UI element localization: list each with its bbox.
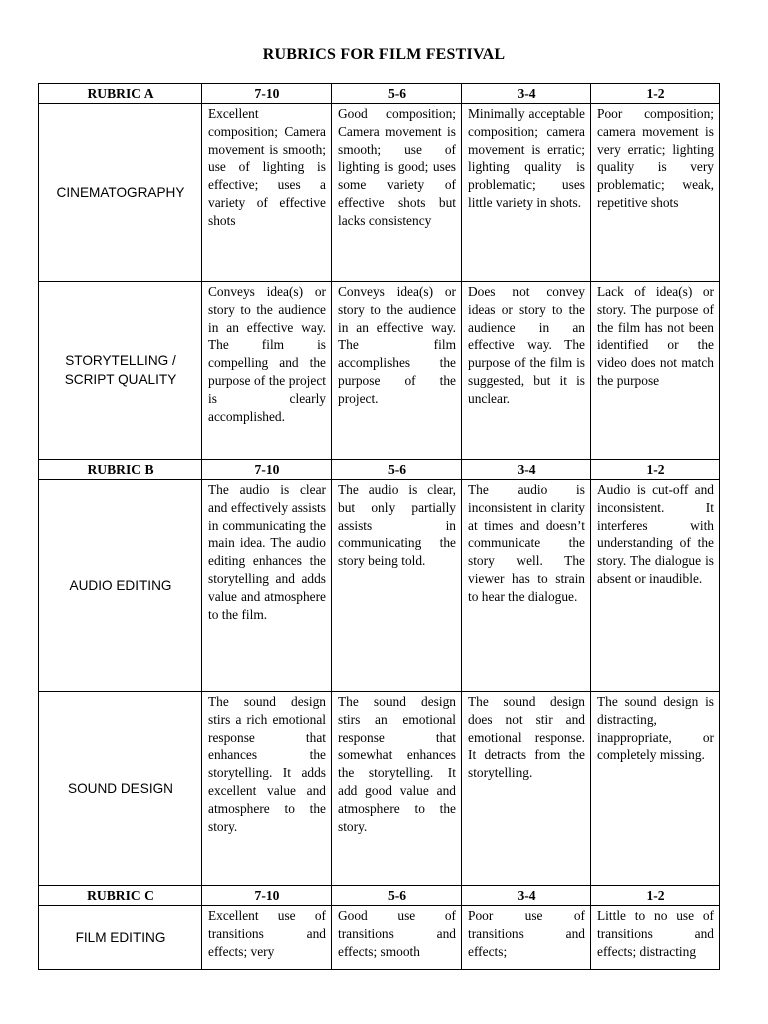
rubric-label: RUBRIC B (39, 460, 202, 480)
criterion-label: STORYTELLING / SCRIPT QUALITY (39, 282, 202, 460)
rubric-a-header-row (39, 84, 720, 104)
score-level: 5-6 (332, 886, 462, 906)
descriptor-cell: Minimally acceptable composition; camera movement is erratic; lighting quality is problematic; uses little variety in shots. (462, 104, 591, 282)
descriptor-cell: Good composition; Camera movement is smooth; use of lighting is good; uses some variety of effective shots but lacks consistency (332, 104, 462, 282)
page-title: RUBRICS FOR FILM FESTIVAL (262, 46, 506, 63)
descriptor-cell: The audio is clear, but only partially assists in communicating the story being told. (332, 480, 462, 692)
descriptor-cell: The sound design stirs an emotional response that somewhat enhances the storytelling. It add good value and atmosphere to the story. (332, 692, 462, 886)
table-row-sound-design (39, 692, 720, 886)
rubric-label: RUBRIC A (39, 84, 202, 104)
rubric-table (38, 83, 720, 970)
descriptor-cell: Excellent composition; Camera movement is smooth; use of lighting is effective; uses a variety of effective shots (202, 104, 332, 282)
table-row-storytelling (39, 282, 720, 460)
descriptor-cell: The sound design stirs a rich emotional response that enhances the storytelling. It adds excellent value and atmosphere to the story. (202, 692, 332, 886)
score-level: 5-6 (332, 84, 462, 104)
descriptor-cell: Excellent use of transitions and effects; very (202, 906, 332, 970)
criterion-label: CINEMATOGRAPHY (39, 104, 202, 282)
rubric-label: RUBRIC C (39, 886, 202, 906)
score-level: 7-10 (202, 460, 332, 480)
score-level: 5-6 (332, 460, 462, 480)
descriptor-cell: Conveys idea(s) or story to the audience in an effective way. The film accomplishes the purpose of the project. (332, 282, 462, 460)
table-row-cinematography (39, 104, 720, 282)
descriptor-cell: The audio is inconsistent in clarity at times and doesn’t communicate the story well. The viewer has to strain to hear the dialogue. (462, 480, 591, 692)
score-level: 3-4 (462, 84, 591, 104)
descriptor-cell: The sound design does not stir and emotional response. It detracts from the storytelling. (462, 692, 591, 886)
score-level: 1-2 (591, 84, 720, 104)
table-row-film-editing (39, 906, 720, 970)
rubric-c-header-row (39, 886, 720, 906)
descriptor-cell: Little to no use of transitions and effects; distracting (591, 906, 720, 970)
descriptor-cell: Audio is cut-off and inconsistent. It interferes with understanding of the story. The dialogue is absent or inaudible. (591, 480, 720, 692)
criterion-label: SOUND DESIGN (39, 692, 202, 886)
score-level: 1-2 (591, 460, 720, 480)
descriptor-cell: The sound design is distracting, inappropriate, or completely missing. (591, 692, 720, 886)
descriptor-cell: Lack of idea(s) or story. The purpose of the film has not been identified or the video does not match the purpose (591, 282, 720, 460)
score-level: 7-10 (202, 886, 332, 906)
descriptor-cell: The audio is clear and effectively assists in communicating the main idea. The audio editing enhances the storytelling and adds value and atmosphere to the film. (202, 480, 332, 692)
descriptor-cell: Conveys idea(s) or story to the audience in an effective way. The film is compelling and the purpose of the project is clearly accomplished. (202, 282, 332, 460)
descriptor-cell: Good use of transitions and effects; smooth (332, 906, 462, 970)
criterion-label: AUDIO EDITING (39, 480, 202, 692)
table-row-audio-editing (39, 480, 720, 692)
score-level: 1-2 (591, 886, 720, 906)
rubric-b-header-row (39, 460, 720, 480)
descriptor-cell: Does not convey ideas or story to the audience in an effective way. The purpose of the film is suggested, but it is unclear. (462, 282, 591, 460)
criterion-label: FILM EDITING (39, 906, 202, 970)
descriptor-cell: Poor use of transitions and effects; (462, 906, 591, 970)
score-level: 7-10 (202, 84, 332, 104)
score-level: 3-4 (462, 460, 591, 480)
score-level: 3-4 (462, 886, 591, 906)
descriptor-cell: Poor composition; camera movement is very erratic; lighting quality is very problematic; weak, repetitive shots (591, 104, 720, 282)
